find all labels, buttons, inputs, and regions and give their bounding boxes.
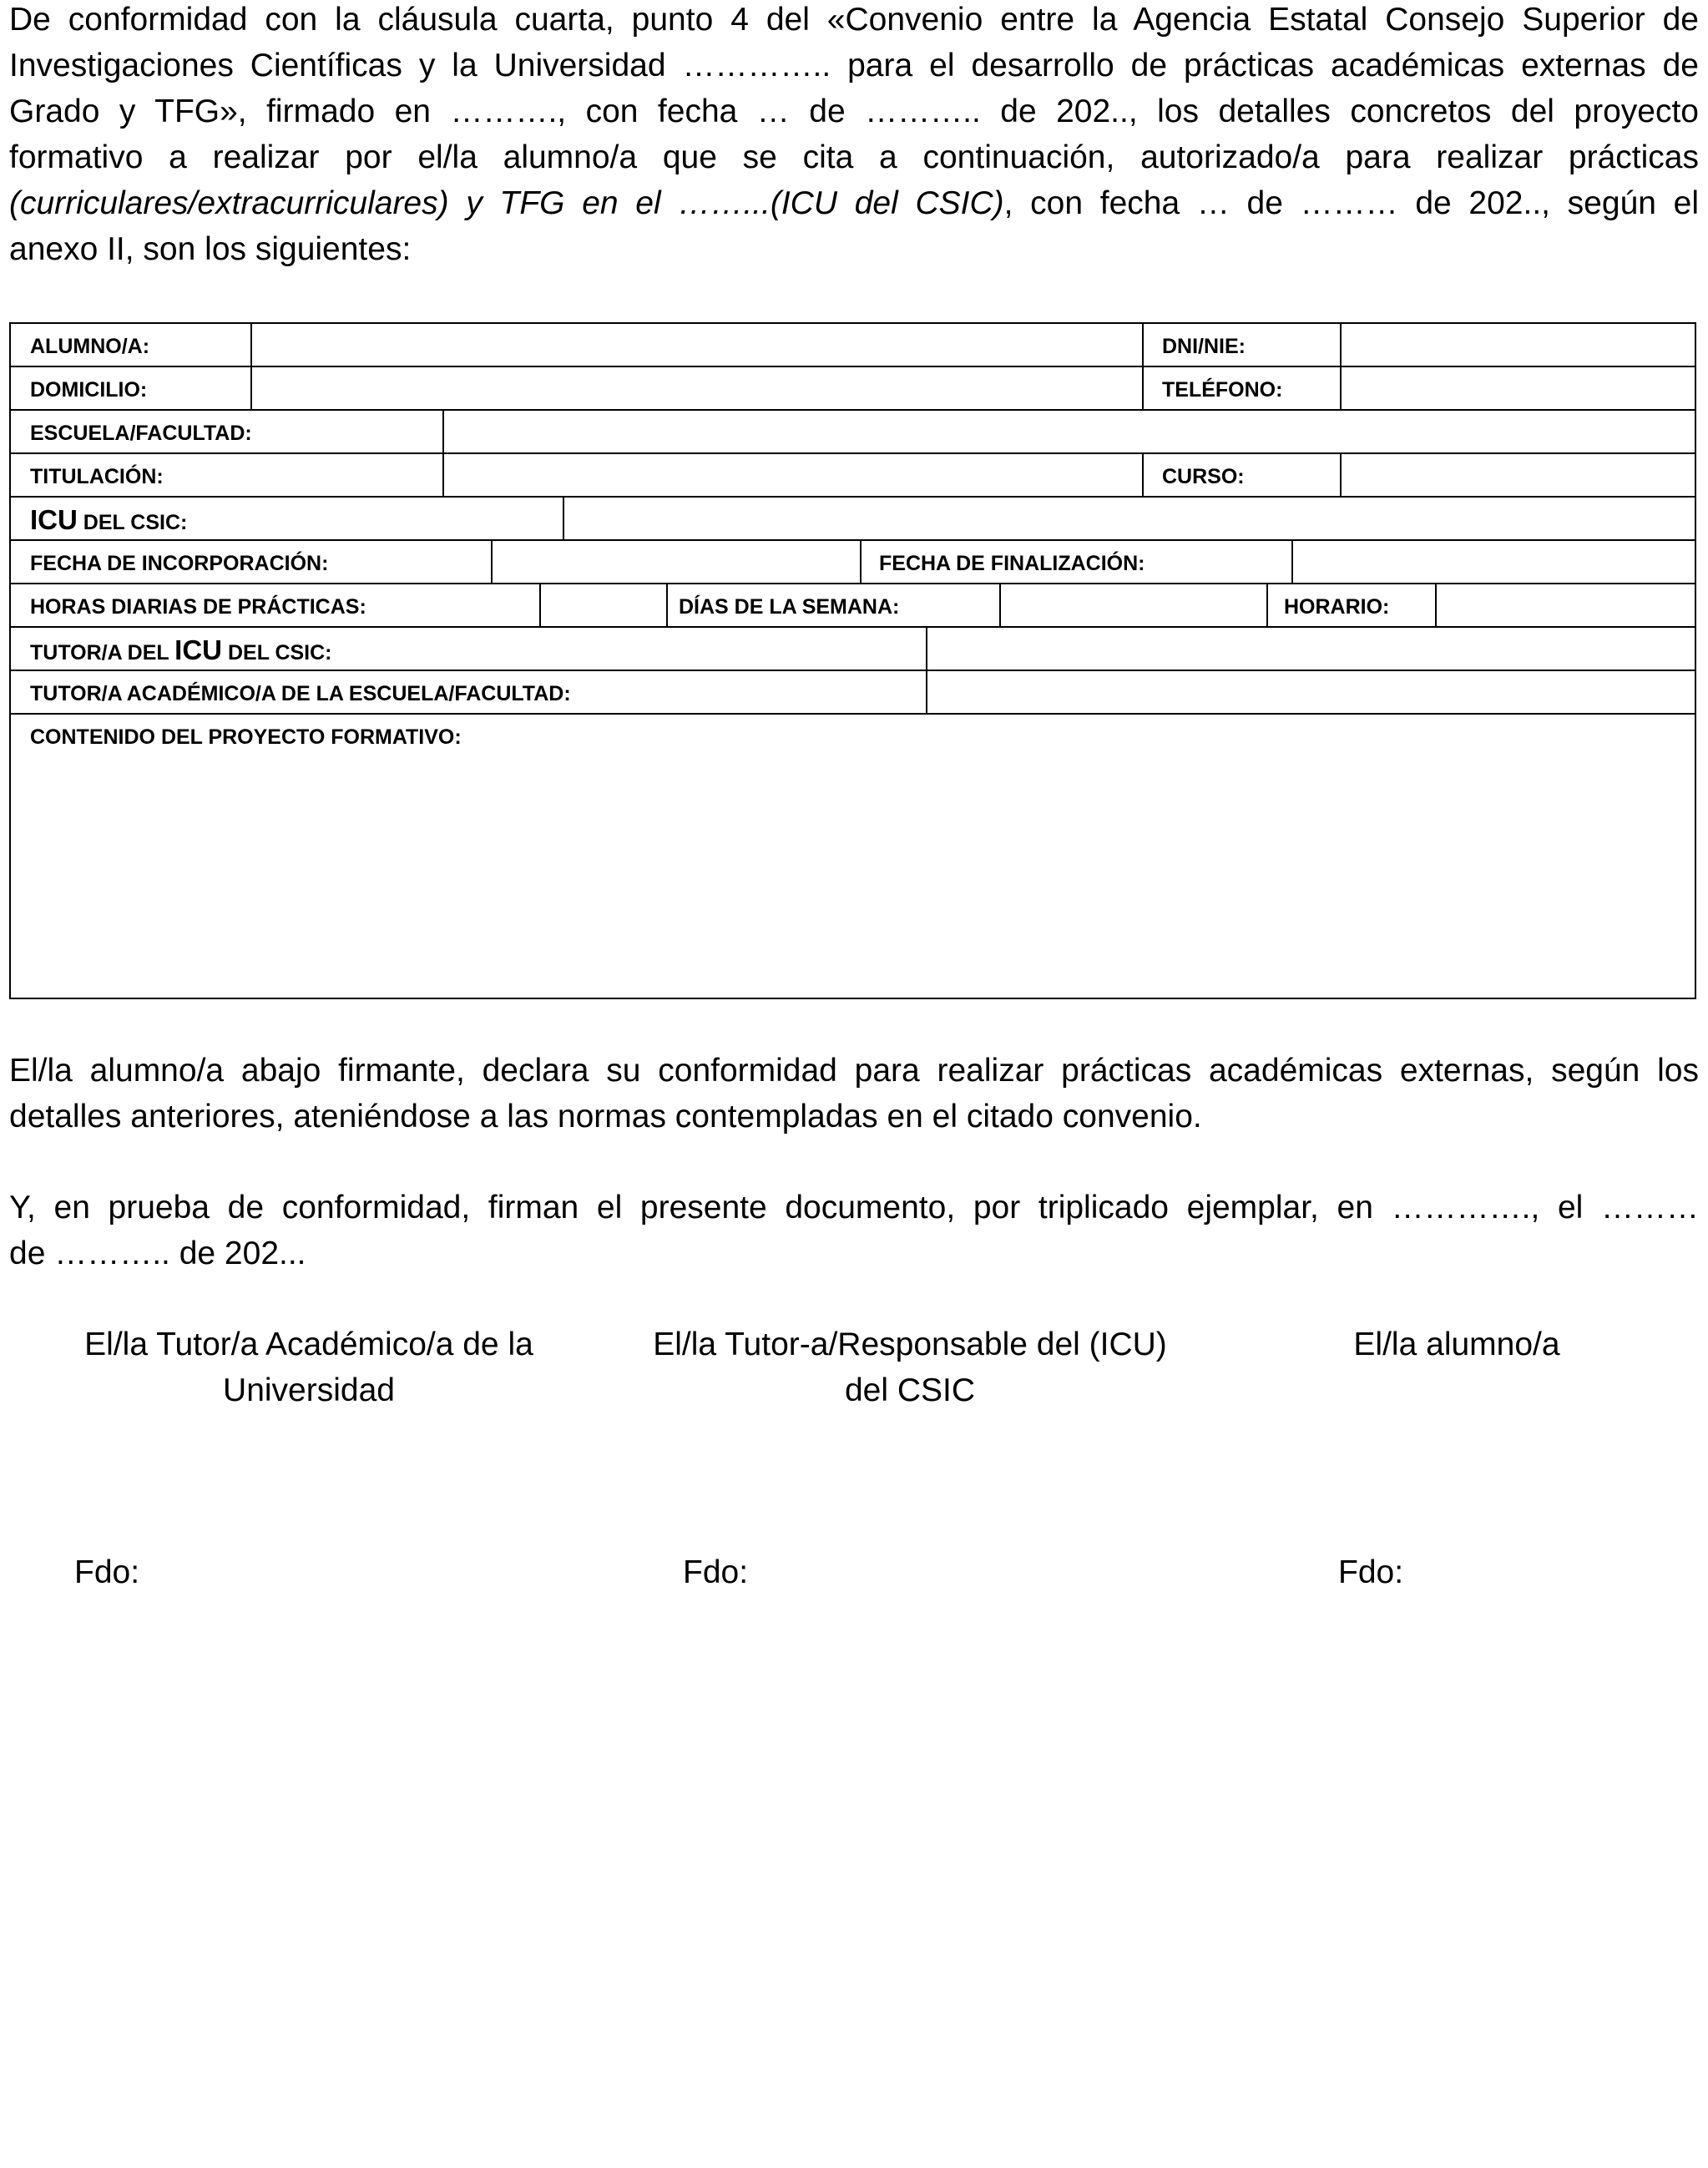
icu-label-rest: DEL CSIC: [77,511,188,534]
conformity-line: detalles anteriores, ateniéndose a las normas contempladas en el citado convenio. [9,1099,1202,1135]
signature-academic-tutor [50,1322,568,1413]
row-alumno [11,324,1695,367]
dni-field[interactable] [1342,324,1695,366]
row-escuela [11,411,1695,454]
fecha-incorporacion-field[interactable] [493,541,860,583]
horario-field[interactable] [1437,584,1695,626]
icu-label [30,498,187,539]
telefono-label: TELÉFONO: [1162,378,1283,402]
row-tutor-academico [11,671,1695,715]
signature-student-line1: El/la alumno/a [1353,1327,1560,1362]
row-horas [11,584,1695,628]
intro-line: Grado y TFG», firmado en ………., con fecha … de ……….. de 202.., los detalles concretos del proyecto [9,93,1699,129]
telefono-field[interactable] [1342,367,1695,409]
tutor-icu-label-acronym: ICU [174,634,223,665]
proof-line: Y, en prueba de conformidad, firman el presente documento, por triplicado ejemplar, en …………., el ……… [9,1190,1699,1226]
titulacion-label: TITULACIÓN: [30,465,164,488]
row-domicilio [11,367,1695,411]
conformity-paragraph [9,1048,1699,1140]
alumno-field[interactable] [252,324,1142,366]
horario-label: HORARIO: [1284,595,1390,619]
tutor-icu-field[interactable] [927,628,1695,670]
row-titulacion [11,454,1695,498]
intro-paragraph [9,0,1699,272]
escuela-field[interactable] [444,411,1695,452]
alumno-label: ALUMNO/A: [30,335,150,358]
row-fechas [11,541,1695,584]
tutor-icu-label [30,628,332,670]
icu-placeholder: .(ICU del CSIC) [761,185,1004,221]
escuela-label: ESCUELA/FACULTAD: [30,422,252,445]
fecha-finalizacion-field[interactable] [1293,541,1695,583]
horas-label: HORAS DIARIAS DE PRÁCTICAS: [30,595,366,619]
fdo-student: Fdo: [1338,1554,1404,1590]
domicilio-field[interactable] [252,367,1142,409]
tutor-academico-label: TUTOR/A ACADÉMICO/A DE LA ESCUELA/FACULTAD: [30,682,571,705]
intro-line: anexo II, son los siguientes: [9,231,412,267]
dias-label: DÍAS DE LA SEMANA: [679,595,900,619]
horas-field[interactable] [541,584,666,626]
contenido-label: CONTENIDO DEL PROYECTO FORMATIVO: [30,725,462,749]
row-icu [11,498,1695,541]
tutor-academico-field[interactable] [927,671,1695,713]
intro-line: formativo a realizar por el/la alumno/a que se cita a continuación, autorizado/a para realizar prácticas [9,139,1699,175]
signature-academic-line2: Universidad [223,1372,395,1408]
proof-paragraph [9,1185,1699,1276]
dias-field[interactable] [1001,584,1266,626]
contenido-field[interactable] [11,715,1695,998]
signature-csic-tutor [618,1322,1202,1413]
signature-academic-line1: El/la Tutor/a Académico/a de la [84,1327,533,1362]
student-form-table [9,322,1696,999]
intro-line: De conformidad con la cláusula cuarta, punto 4 del «Convenio entre la Agencia Estatal Consejo Superior de [9,2,1699,38]
intro-line-tail: , con fecha … de ……… de 202.., según el [1003,185,1700,221]
intro-line: Investigaciones Científicas y la Universidad ………….. para el desarrollo de prácticas académicas externas de [9,48,1699,83]
fecha-finalizacion-label: FECHA DE FINALIZACIÓN: [879,552,1145,575]
icu-field[interactable] [564,498,1695,539]
titulacion-field[interactable] [444,454,1142,496]
signature-csic-line1: El/la Tutor-a/Responsable del (ICU) [653,1327,1167,1362]
signature-csic-line2: del CSIC [844,1372,976,1408]
icu-label-acronym: ICU [30,504,78,535]
proof-line: de ……….. de 202... [9,1236,306,1271]
fdo-csic: Fdo: [683,1554,749,1590]
row-tutor-icu [11,628,1695,671]
curso-field[interactable] [1342,454,1695,496]
tutor-icu-label-post: DEL CSIC: [222,641,332,665]
intro-line-icu [9,180,1699,226]
intro-line-lead: (curriculares/extracurriculares) y TFG en el …….. [9,185,762,221]
dni-label: DNI/NIE: [1162,335,1246,358]
fdo-academic: Fdo: [74,1554,140,1590]
tutor-icu-label-pre: TUTOR/A DEL [30,641,175,665]
domicilio-label: DOMICILIO: [30,378,148,402]
conformity-line: El/la alumno/a abajo firmante, declara su conformidad para realizar prácticas académicas externas, según los [9,1053,1699,1089]
signature-student [1311,1322,1603,1367]
fecha-incorporacion-label: FECHA DE INCORPORACIÓN: [30,552,329,575]
curso-label: CURSO: [1162,465,1245,488]
